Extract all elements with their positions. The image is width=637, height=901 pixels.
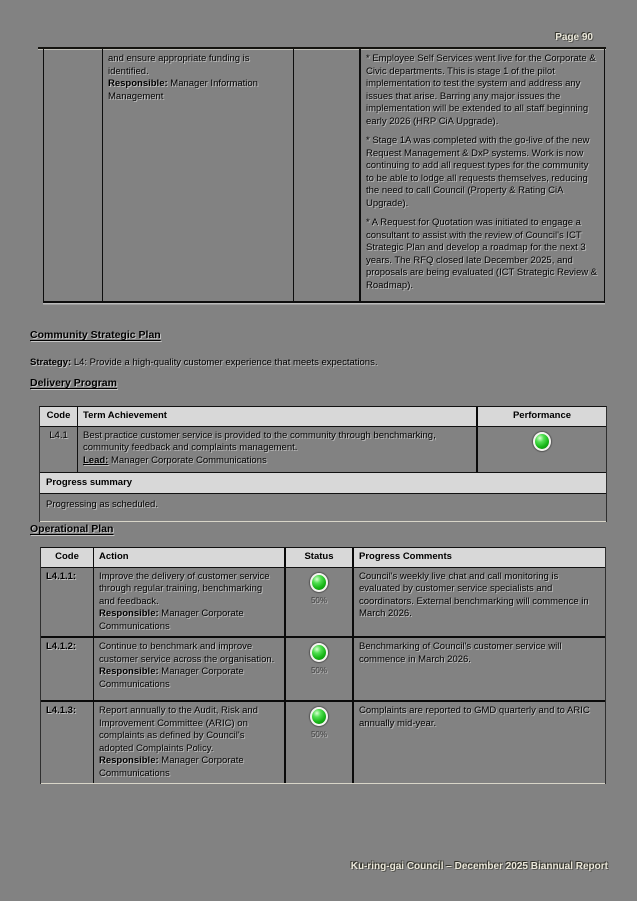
row-status	[286, 702, 354, 783]
col-header-term-achievement: Term Achievement	[78, 407, 478, 426]
status-green-icon	[310, 573, 328, 592]
continuation-table	[43, 49, 605, 303]
table-row	[41, 638, 605, 702]
row-action: Report annually to the Audit, Risk and Improvement Committee (ARIC) on complaints as defined by Council's adopted Complaints Policy. Responsible: Manager Corporate Communications	[94, 702, 286, 783]
responsible-name: Manager Corporate Communications	[99, 608, 244, 632]
strategy-line	[30, 357, 377, 368]
delivery-row-term: Best practice customer service is provided to the community through benchmarking, community feedback and complaints management. Lead: Manager Corporate Communications	[78, 427, 478, 472]
status-percent: 50%	[310, 730, 327, 739]
row-code: L4.1.1:	[41, 568, 94, 637]
col-header-performance: Performance	[512, 410, 572, 421]
responsible-label: Responsible:	[99, 666, 159, 677]
operational-plan-table	[40, 547, 606, 784]
delivery-program-heading: Delivery Program	[30, 377, 117, 389]
strategy-text: L4: Provide a high-quality customer experience that meets expectations.	[73, 357, 378, 368]
table-row	[41, 568, 605, 639]
comment-paragraph: * A Request for Quotation was initiated to engage a consultant to assist with the review of Council's ICT Strategic Plan and develop a roadmap for the next 3 years. The RFQ closed late December 2025, and proposals are being evaluated (ICT Strategic Review & Roadmap).	[366, 217, 598, 291]
row-action: Improve the delivery of customer service through regular training, benchmarking and feedback. Responsible: Manager Corporate Communications	[94, 568, 286, 637]
cont-action-text: and ensure appropriate funding is identified. Responsible: Manager Information Management	[108, 53, 258, 102]
row-status	[286, 638, 354, 700]
col-header-code: Code	[40, 407, 78, 426]
progress-summary-label: Progress summary	[40, 473, 606, 495]
page-number: Page 90	[555, 32, 593, 43]
status-green-icon	[533, 432, 551, 451]
responsible-name: Manager Corporate Communications	[99, 755, 244, 779]
community-strategic-plan-heading: Community Strategic Plan	[30, 329, 161, 341]
row-progress-comments: Council's weekly live chat and call monitoring is evaluated by customer service specialists and coordinators. External benchmarking will commence in March 2026.	[359, 570, 589, 619]
responsible-label: Responsible:	[108, 78, 168, 89]
responsible-name: Manager Corporate Communications	[99, 666, 244, 690]
cont-status-cell	[294, 49, 361, 301]
cont-action-cell	[103, 49, 294, 301]
row-code: L4.1.2:	[41, 638, 94, 700]
row-progress-comments: Complaints are reported to GMD quarterly and to ARIC annually mid-year.	[359, 705, 590, 729]
delivery-header-row	[40, 407, 606, 427]
responsible-name: Manager Information Management	[108, 78, 258, 102]
status-percent: 50%	[310, 595, 327, 605]
table-row	[41, 702, 605, 784]
delivery-row-performance	[478, 427, 606, 472]
col-header-code: Code	[41, 548, 94, 567]
comment-paragraph: * Stage 1A was completed with the go-live of the new Request Management & DxP systems. Work is now continuing to add all request types for the community to be able to lodge all requests themselves, reducing the need to call Council (Property & Rating CiA Upgrade).	[366, 135, 590, 209]
comment-paragraph: * Employee Self Services went live for the Corporate & Civic departments. This is stage 1 of the pilot implementation to test the system and address any issues that arise. Barring any major issues the implementation will be extended to all staff beginning early 2026 (HRP CiA Upgrade).	[366, 53, 596, 127]
operational-plan-heading: Operational Plan	[30, 523, 114, 535]
cont-comments-cell	[361, 49, 604, 301]
status-percent: 50%	[310, 666, 327, 675]
status-green-icon	[310, 643, 328, 662]
col-header-status: Status	[286, 548, 354, 567]
responsible-label: Responsible:	[99, 608, 159, 619]
delivery-row-code: L4.1	[40, 427, 78, 472]
row-action: Continue to benchmark and improve customer service across the organisation. Responsible: Manager Corporate Communications	[94, 638, 286, 700]
delivery-row	[40, 427, 606, 473]
strategy-label: Strategy:	[30, 357, 72, 368]
row-code: L4.1.3:	[41, 702, 94, 783]
cont-code-cell	[44, 49, 103, 301]
delivery-program-table	[39, 406, 607, 522]
col-header-progress-comments: Progress Comments	[359, 551, 452, 562]
row-status	[286, 568, 354, 637]
report-footer: Ku-ring-gai Council – December 2025 Biannual Report	[350, 861, 608, 872]
progress-summary-text: Progressing as scheduled.	[40, 494, 606, 522]
col-header-action: Action	[94, 548, 286, 567]
lead-label: Lead:	[83, 454, 109, 466]
lead-name: Manager Corporate Communications	[110, 454, 267, 466]
operational-header-row	[41, 548, 605, 568]
responsible-label: Responsible:	[99, 755, 159, 766]
status-green-icon	[310, 707, 328, 726]
row-progress-comments: Benchmarking of Council's customer service will commence in March 2026.	[359, 641, 562, 665]
